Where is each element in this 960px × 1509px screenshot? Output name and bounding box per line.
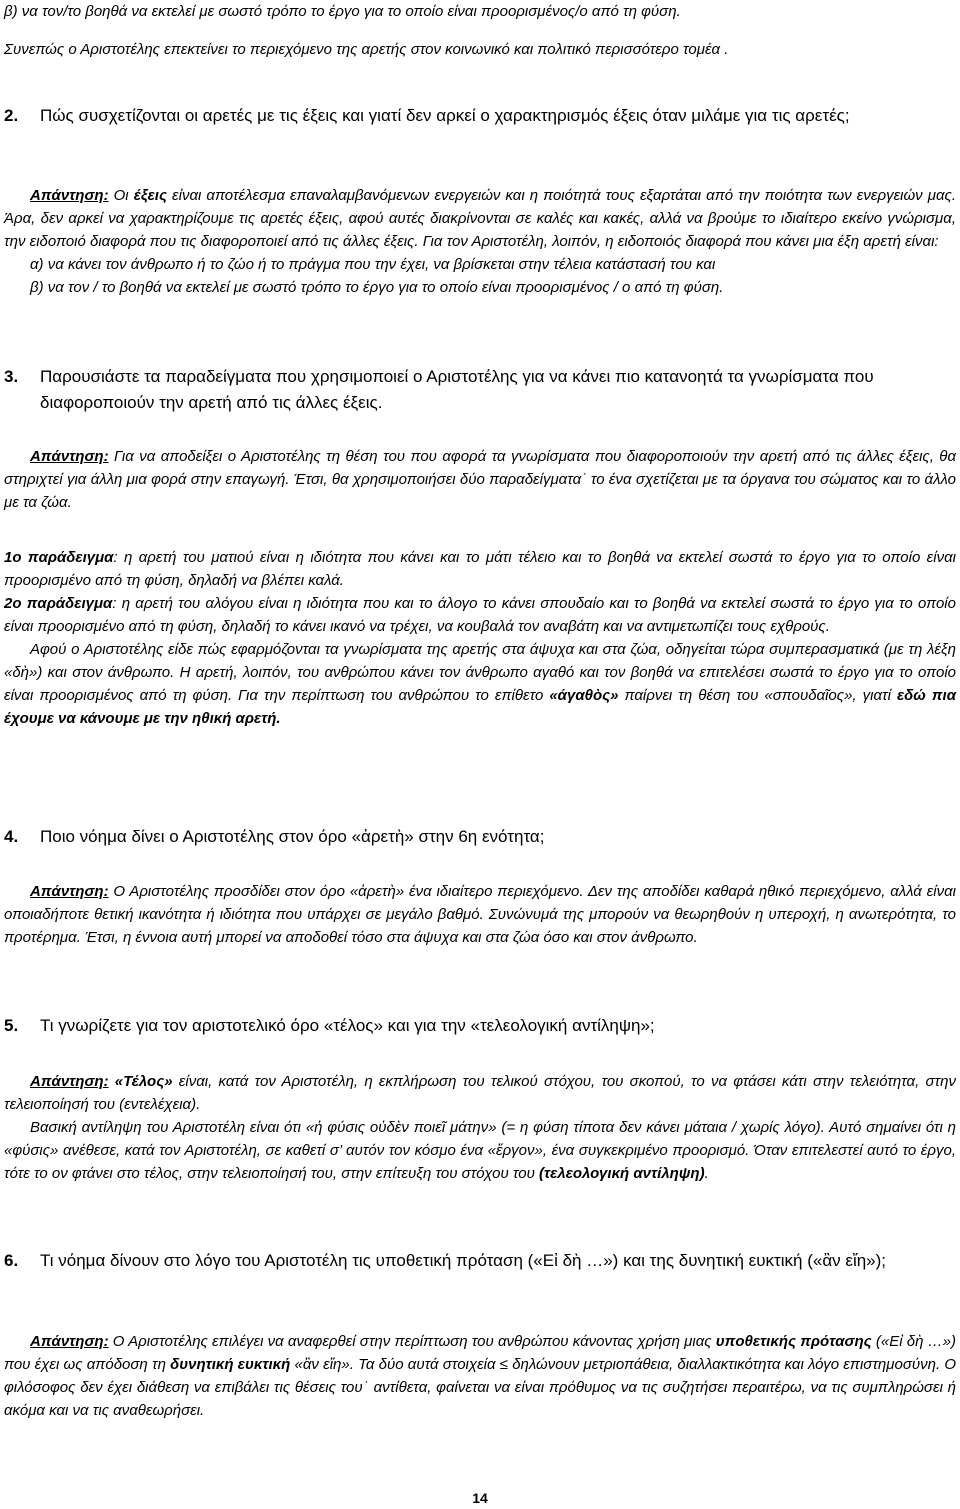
question-4 [4,824,956,850]
answer-2-beta: β) να τον / το βοηθά να εκτελεί με σωστό τρόπο το έργο για το οποίο είναι προορισμένος / ο από τη φύση. [30,279,724,296]
term-exeis: έξεις [133,187,167,204]
question-3-heading [4,364,956,416]
answer-label: Απάντηση: [30,1333,109,1350]
answer-label: Απάντηση: [30,187,109,204]
answer-5-paragraph: Απάντηση: «Τέλος» είναι, κατά τον Αριστοτέλη, η εκπλήρωση του τελικού στόχου, του σκοπού, το να φτάσει κάτι στην τελειότητα, στην τελειοποίησή του (εντελέχεια). [4,1073,956,1113]
answer-4 [4,880,956,949]
answer-6 [4,1330,956,1422]
answer-label: Απάντηση: [30,448,109,465]
question-number: 3. [4,367,19,386]
question-5-heading [4,1013,956,1039]
example-2: 2ο παράδειγμα: η αρετή του αλόγου είναι η ιδιότητα που και το άλογο το κάνει σπουδαίο και το βοηθά να εκτελεί σωστά το έργο για το οποίο είναι προορισμένο από τη φύση, δηλαδή το κάνει ικανό να τρέχει, να κουβαλά τον αναβάτη και να αντιμετωπίζει τους εχθρούς. [4,595,956,635]
example-1: 1ο παράδειγμα: η αρετή του ματιού είναι η ιδιότητα που κάνει και το μάτι τέλειο και το βοηθά να εκτελεί σωστά το έργο για το οποίο είναι προορισμένο από τη φύση, δηλαδή να βλέπει καλά. [4,549,956,589]
answer-6-paragraph: Απάντηση: Ο Αριστοτέλης επιλέγει να αναφερθεί στην περίπτωση του ανθρώπου κάνοντας χρήση μιας υποθετικής πρότασης («Εἰ δὴ …») που έχει ως απόδοση τη δυνητική ευκτική «ἂν εἴη». Τα δύο αυτά στοιχεία ≤ δηλώνουν μετριοπάθεια, διαλλακτικότητα και λόγο επιστημοσύνη. Ο φιλόσοφος δεν έχει διάθεση να επιβάλει τις θέσεις του˙ αντίθετα, φαίνεται να είναι πρόθυμος να τις συζητήσει περαιτέρω, να τις συμπληρώσει ή ακόμα και να τις αναθεωρήσει. [4,1333,956,1419]
question-6-heading [4,1248,956,1274]
answer-label: Απάντηση: [30,1073,109,1090]
question-text: Τι γνωρίζετε για τον αριστοτελικό όρο «τέλος» και για την «τελεολογική αντίληψη»; [40,1016,655,1035]
question-2 [4,103,956,129]
answer-2-paragraph: Απάντηση: Οι έξεις είναι αποτέλεσμα επαναλαμβανόμενων ενεργειών και η ποιότητά τους εξαρτάται από την ποιότητα των ενεργειών μας. Άρα, δεν αρκεί να χαρακτηρίζουμε τις αρετές έξεις, αφού αυτές διακρίνονται σε καλές και κακές, αλλά να βρούμε το ιδιαίτερο εκείνο γνώρισμα, την ειδοποιό διαφορά που τις διαφοροποιεί από τις άλλες έξεις. Για τον Αριστοτέλη, λοιπόν, η ειδοποιός διαφορά που κάνει μια έξη αρετή είναι: [4,187,956,250]
answer-3-conclusion: Αφού ο Αριστοτέλης είδε πώς εφαρμόζονται τα γνωρίσματα της αρετής στα άψυχα και στα ζώα, οδηγείται τώρα συμπερασματικά (με τη λέξη «δὴ») και στον άνθρωπο. Η αρετή, λοιπόν, του ανθρώπου κάνει τον άνθρωπο αγαθό και τον βοηθά να επιτελέσει σωστά το έργο για το οποίο είναι προορισμένος από τη φύση. Για την περίπτωση του ανθρώπου το επίθετο «άγαθὸς» παίρνει τη θέση του «σπουδαῖος», γιατί εδώ πια έχουμε να κάνουμε με την ηθική αρετή. [4,641,956,727]
question-text: Ποιο νόημα δίνει ο Αριστοτέλης στον όρο «ἀρετὴ» στην 6η ενότητα; [40,827,545,846]
question-text: Πώς συσχετίζονται οι αρετές με τις έξεις και γιατί δεν αρκεί ο χαρακτηρισμός έξεις όταν μιλάμε για τις αρετές; [40,106,850,125]
answer-3-paragraph: Απάντηση: Για να αποδείξει ο Αριστοτέλης τη θέση του που αφορά τα γνωρίσματα που διαφοροποιούν την αρετή από τις άλλες έξεις, θα στηριχτεί για άλλη μια φορά στην επαγωγή. Έτσι, θα χρησιμοποιήσει δύο παραδείγματα˙ το ένα σχετίζεται με τα όργανα του σώματος και το άλλο με τα ζώα. [4,448,956,511]
answer-2 [4,184,956,299]
question-text: Τι νόημα δίνουν στο λόγο του Αριστοτέλη τις υποθετική πρόταση («Εἰ δὴ …») και της δυνητική ευκτική («ἂν εἴη»); [40,1251,887,1270]
answer-3 [4,445,956,514]
conclusion-line: Συνεπώς ο Αριστοτέλης επεκτείνει το περιεχόμενο της αρετής στον κοινωνικό και πολιτικό περισσότερο τομέα . [4,41,729,58]
answer-label: Απάντηση: [30,883,109,900]
carryover-beta-line: β) να τον/το βοηθά να εκτελεί με σωστό τρόπο το έργο για το οποίο είναι προορισμένος/ο από τη φύση. [4,3,681,20]
example-1-label: 1ο παράδειγμα [4,549,114,566]
question-number: 5. [4,1016,19,1035]
example-2-label: 2ο παράδειγμα [4,595,113,612]
term-telos: «Τέλος» [108,1073,173,1090]
answer-4-paragraph: Απάντηση: Ο Αριστοτέλης προσδίδει στον όρο «ἀρετὴ» ένα ιδιαίτερο περιεχόμενο. Δεν της αποδίδει καθαρά ηθικό περιεχόμενο, αλλά είναι οποιαδήποτε θετική ικανότητα ή ιδιότητα που υπάρχει σε μεγάλο βαθμό. Συνώνυμά της μπορούν να θεωρηθούν η υπεροχή, η ανωτερότητα, το προτέρημα. Έτσι, η έννοια αυτή μπορεί να αποδοθεί τόσο στα άψυχα και στα ζώα όσο και στον άνθρωπο. [4,883,956,946]
answer-3-examples [4,546,956,730]
question-2-heading [4,103,956,129]
answer-5 [4,1070,956,1185]
question-4-heading [4,824,956,850]
question-5 [4,1013,956,1039]
page-number: 14 [472,1490,488,1506]
question-3 [4,364,956,416]
question-6 [4,1248,956,1274]
question-number: 4. [4,827,19,846]
question-text: Παρουσιάστε τα παραδείγματα που χρησιμοποιεί ο Αριστοτέλης για να κάνει πιο κατανοητά τα γνωρίσματα που διαφοροποιούν την αρετή από τις άλλες έξεις. [40,367,874,412]
intro-block [4,0,956,61]
answer-5-paragraph-2: Βασική αντίληψη του Αριστοτέλη είναι ότι «ἡ φύσις οὐδὲν ποιεῖ μάτην» (= η φύση τίποτα δεν κάνει μάταια / χωρίς λόγο). Αυτό σημαίνει ότι η «φύσις» ανέθεσε, κατά τον Αριστοτέλη, σε καθετί σ’ αυτόν τον κόσμο ένα «ἔργον», ένα συγκεκριμένο προορισμό. Όταν επιτελεστεί αυτό το έργο, τότε το ον φτάνει στο τέλος, στην τελειοποίησή του, στην επίτευξη του στόχου του (τελεολογική αντίληψη). [4,1119,956,1182]
question-number: 6. [4,1251,19,1270]
question-number: 2. [4,106,19,125]
answer-2-alpha: α) να κάνει τον άνθρωπο ή το ζώο ή το πράγμα που την έχει, να βρίσκεται στην τέλεια κατάστασή του και [30,256,716,273]
